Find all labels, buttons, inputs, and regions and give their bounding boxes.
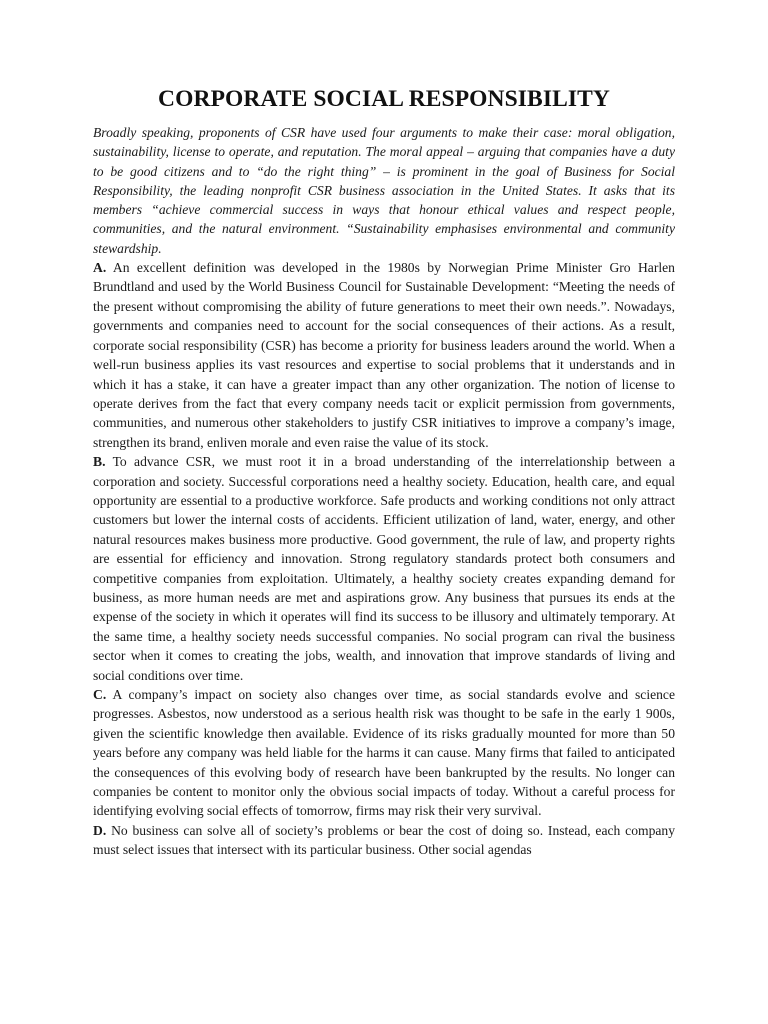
page-title: CORPORATE SOCIAL RESPONSIBILITY — [158, 86, 610, 112]
document-page — [93, 84, 675, 860]
paragraph-text: To advance CSR, we must root it in a broad understanding of the interrelationship between a corporation and society. Successful corporations need a healthy society. Education, health care, and equal opportunity are essential to a productive workforce. Safe products and working conditions not only attract customers but lower the internal costs of accidents. Efficient utilization of land, water, energy, and other natural resources makes business more productive. Good government, the rule of law, and property rights are essential for efficiency and innovation. Strong regulatory standards protect both consumers and competitive companies from exploitation. Ultimately, a healthy society creates expanding demand for business, as more human needs are met and aspirations grow. Any business that pursues its ends at the expense of the society in which it operates will find its success to be illusory and ultimately temporary. At the same time, a healthy society needs successful companies. No social program can rival the business sector when it comes to creating the jobs, wealth, and innovation that improve standards of living and social conditions over time. — [93, 454, 675, 683]
paragraph-c — [93, 685, 675, 821]
paragraph-text: A company’s impact on society also changes over time, as social standards evolve and science progresses. Asbestos, now understood as a serious health risk was thought to be safe in the early 1 900s, given the scientific knowledge then available. Evidence of its risks gradually mounted for more than 50 years before any company was held liable for the harms it can cause. Many firms that failed to anticipated the consequences of this evolving body of research have been bankrupted by the results. No longer can companies be content to monitor only the obvious social impacts of today. Without a careful process for identifying evolving social effects of tomorrow, firms may risk their very survival. — [93, 687, 675, 819]
paragraph-text: No business can solve all of society’s problems or bear the cost of doing so. Instead, each company must select issues that intersect with its particular business. Other social agendas — [93, 822, 675, 858]
paragraph-d — [93, 821, 675, 860]
paragraph-marker: C. — [93, 687, 107, 703]
intro-paragraph: Broadly speaking, proponents of CSR have used four arguments to make their case: moral obligation, sustainability, license to operate, and reputation. The moral appeal – arguing that companies have a duty to be good citizens and to “do the right thing” – is prominent in the goal of Business for Social Responsibility, the leading nonprofit CSR business association in the United States. It asks that its members “achieve commercial success in ways that honour ethical values and respect people, communities, and the natural environment. “Sustainability emphasises environmental and community stewardship. — [93, 125, 675, 256]
paragraph-marker: D. — [93, 822, 107, 838]
paragraph-text: An excellent definition was developed in the 1980s by Norwegian Prime Minister Gro Harlen Brundtland and used by the World Business Council for Sustainable Development: “Meeting the needs of the present without compromising the ability of future generations to meet their own needs.”. Nowadays, governments and companies need to account for the social consequences of their actions. As a result, corporate social responsibility (CSR) has become a priority for business leaders around the world. When a well-run business applies its vast resources and expertise to social problems that it understands and in which it has a stake, it can have a greater impact than any other organization. The notion of license to operate derives from the fact that every company needs tacit or explicit permission from governments, communities, and numerous other stakeholders to justify CSR initiatives to improve a company’s image, strengthen its brand, enliven morale and even raise the value of its stock. — [93, 260, 675, 450]
paragraph-a — [93, 258, 675, 452]
paragraph-marker: A. — [93, 260, 107, 276]
paragraph-marker: B. — [93, 454, 106, 470]
paragraph-b — [93, 452, 675, 685]
